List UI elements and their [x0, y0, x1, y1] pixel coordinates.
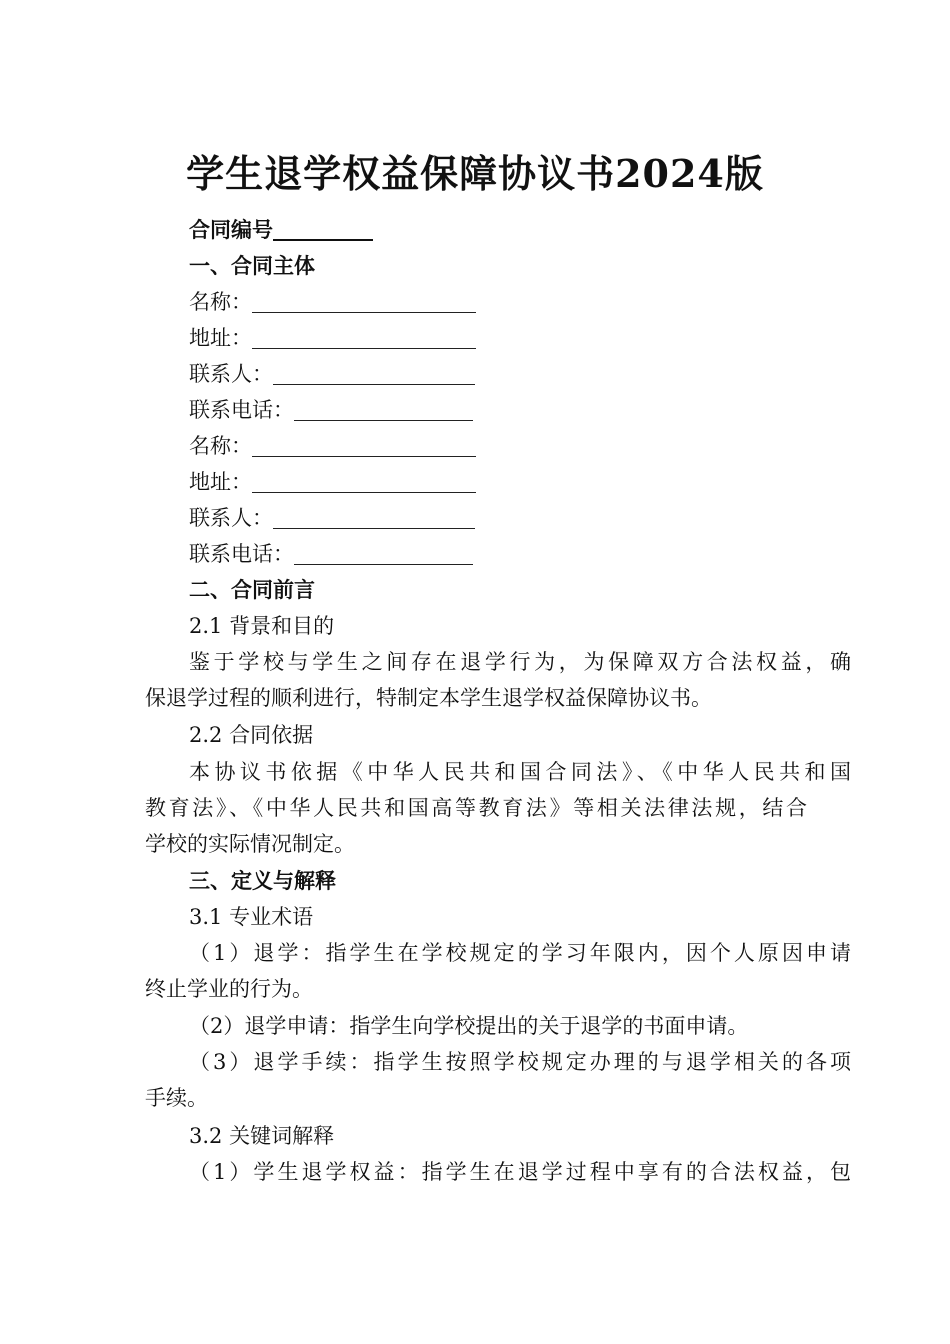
term-1-line-1: （1）退学：指学生在学校规定的学习年限内，因个人原因申请 [189, 941, 851, 965]
party-a-contact-field[interactable] [273, 360, 475, 385]
section-3-heading: 三、定义与解释 [189, 868, 336, 893]
party-b-phone-label: 联系电话： [189, 542, 294, 566]
party-a-phone-label: 联系电话： [189, 398, 294, 422]
contract-number-field[interactable] [273, 215, 373, 241]
paragraph-2-2-line-1: 本协议书依据《中华人民共和国合同法》、《中华人民共和国 [189, 760, 851, 784]
party-a-phone-line [145, 392, 851, 428]
party-a-phone-field[interactable] [294, 396, 473, 421]
party-a-address-line [145, 320, 851, 356]
party-b-address-field[interactable] [252, 468, 476, 493]
term-3-line-1: （3）退学手续：指学生按照学校规定办理的与退学相关的各项 [189, 1050, 851, 1074]
contract-number-line [145, 212, 851, 248]
term-2-line: （2）退学申请：指学生向学校提出的关于退学的书面申请。 [189, 1014, 749, 1038]
section-2-heading: 二、合同前言 [189, 577, 315, 602]
party-b-address-label: 地址： [189, 470, 252, 494]
paragraph-2-1-line-1: 鉴于学校与学生之间存在退学行为，为保障双方合法权益，确 [189, 650, 851, 674]
section-1-heading: 一、合同主体 [189, 253, 315, 278]
party-a-address-label: 地址： [189, 326, 252, 350]
party-b-name-label: 名称： [189, 434, 252, 458]
paragraph-2-1-line-2: 保退学过程的顺利进行，特制定本学生退学权益保障协议书。 [145, 686, 712, 710]
party-a-name-line [145, 284, 851, 320]
party-b-contact-line [145, 500, 851, 536]
subsection-3-1-heading: 3.1 专业术语 [189, 905, 314, 929]
party-a-contact-line [145, 356, 851, 392]
party-a-contact-label: 联系人： [189, 362, 273, 386]
party-b-address-line [145, 464, 851, 500]
term-1-line-2: 终止学业的行为。 [145, 977, 313, 1001]
party-a-name-field[interactable] [252, 288, 476, 313]
party-b-contact-field[interactable] [273, 504, 475, 529]
subsection-2-1-heading: 2.1 背景和目的 [189, 614, 335, 638]
party-b-phone-line [145, 536, 851, 572]
paragraph-2-2-line-2: 教育法》、《中华人民共和国高等教育法》等相关法律法规，结合 [145, 796, 807, 820]
party-a-address-field[interactable] [252, 324, 476, 349]
subsection-3-2-heading: 3.2 关键词解释 [189, 1124, 335, 1148]
party-b-name-line [145, 428, 851, 464]
party-b-name-field[interactable] [252, 432, 476, 457]
keyword-1-line-1: （1）学生退学权益：指学生在退学过程中享有的合法权益，包 [189, 1160, 851, 1184]
party-a-name-label: 名称： [189, 290, 252, 314]
contract-number-label: 合同编号 [189, 217, 273, 242]
party-b-phone-field[interactable] [294, 540, 473, 565]
paragraph-2-2-line-3: 学校的实际情况制定。 [145, 832, 355, 856]
subsection-2-2-heading: 2.2 合同依据 [189, 723, 314, 747]
party-b-contact-label: 联系人： [189, 506, 273, 530]
term-3-line-2: 手续。 [145, 1086, 208, 1110]
document-title: 学生退学权益保障协议书2024版 [186, 151, 764, 196]
